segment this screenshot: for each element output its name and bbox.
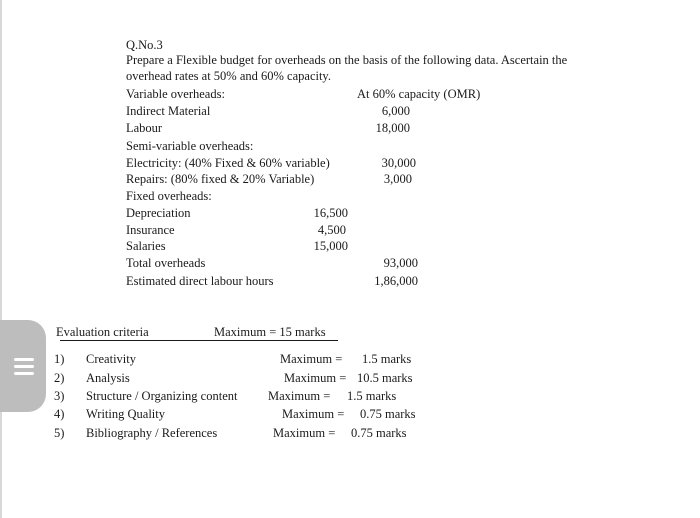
criteria-number: 5)	[54, 426, 65, 440]
criteria-marks: 0.75 marks	[360, 407, 416, 421]
criteria-label: Structure / Organizing content	[86, 389, 238, 403]
criteria-max: Maximum =	[282, 407, 345, 421]
insurance-value: 4,500	[317, 223, 346, 237]
indirect-material-value: 6,000	[381, 104, 410, 118]
labour-value: 18,000	[375, 121, 410, 135]
criteria-label: Analysis	[86, 371, 130, 385]
salaries-label: Salaries	[126, 239, 166, 253]
criteria-marks: 10.5 marks	[357, 371, 413, 385]
capacity-column-header: At 60% capacity (OMR)	[357, 87, 481, 101]
criteria-marks: 1.5 marks	[347, 389, 397, 403]
labour-hours-label: Estimated direct labour hours	[126, 274, 274, 288]
repairs-label: Repairs: (80% fixed & 20% Variable)	[126, 172, 315, 186]
criteria-number: 4)	[54, 407, 65, 421]
criteria-max: Maximum =	[273, 426, 336, 440]
criteria-max: Maximum =	[280, 352, 343, 366]
page-left-border	[0, 0, 2, 518]
criteria-label: Writing Quality	[86, 407, 165, 421]
electricity-label: Electricity: (40% Fixed & 60% variable)	[126, 156, 330, 170]
criteria-max: Maximum =	[268, 389, 331, 403]
semi-variable-heading: Semi-variable overheads:	[126, 139, 254, 153]
evaluation-heading: Evaluation criteria	[56, 325, 149, 339]
question-number: Q.No.3	[126, 38, 163, 52]
labour-label: Labour	[126, 121, 163, 135]
indirect-material-label: Indirect Material	[126, 104, 211, 118]
fixed-overheads-heading: Fixed overheads:	[126, 189, 212, 203]
repairs-value: 3,000	[383, 172, 412, 186]
criteria-max: Maximum =	[284, 371, 347, 385]
insurance-label: Insurance	[126, 223, 175, 237]
question-prompt-line2: overhead rates at 50% and 60% capacity.	[126, 69, 331, 83]
criteria-label: Bibliography / References	[86, 426, 218, 440]
salaries-value: 15,000	[313, 239, 348, 253]
side-panel-handle[interactable]	[0, 320, 46, 412]
criteria-marks: 0.75 marks	[351, 426, 407, 440]
depreciation-label: Depreciation	[126, 206, 191, 220]
total-overheads-label: Total overheads	[126, 256, 206, 270]
criteria-number: 3)	[54, 389, 65, 403]
labour-hours-value: 1,86,000	[374, 274, 418, 288]
criteria-number: 1)	[54, 352, 65, 366]
total-overheads-value: 93,000	[383, 256, 418, 270]
variable-overheads-heading: Variable overheads:	[126, 87, 225, 101]
depreciation-value: 16,500	[313, 206, 348, 220]
electricity-value: 30,000	[381, 156, 416, 170]
evaluation-max-total: Maximum = 15 marks	[214, 325, 326, 339]
evaluation-underline	[60, 340, 338, 341]
criteria-number: 2)	[54, 371, 65, 385]
criteria-label: Creativity	[86, 352, 136, 366]
criteria-marks: 1.5 marks	[362, 352, 412, 366]
question-prompt-line1: Prepare a Flexible budget for overheads on the basis of the following data. Ascertain the	[126, 53, 568, 67]
